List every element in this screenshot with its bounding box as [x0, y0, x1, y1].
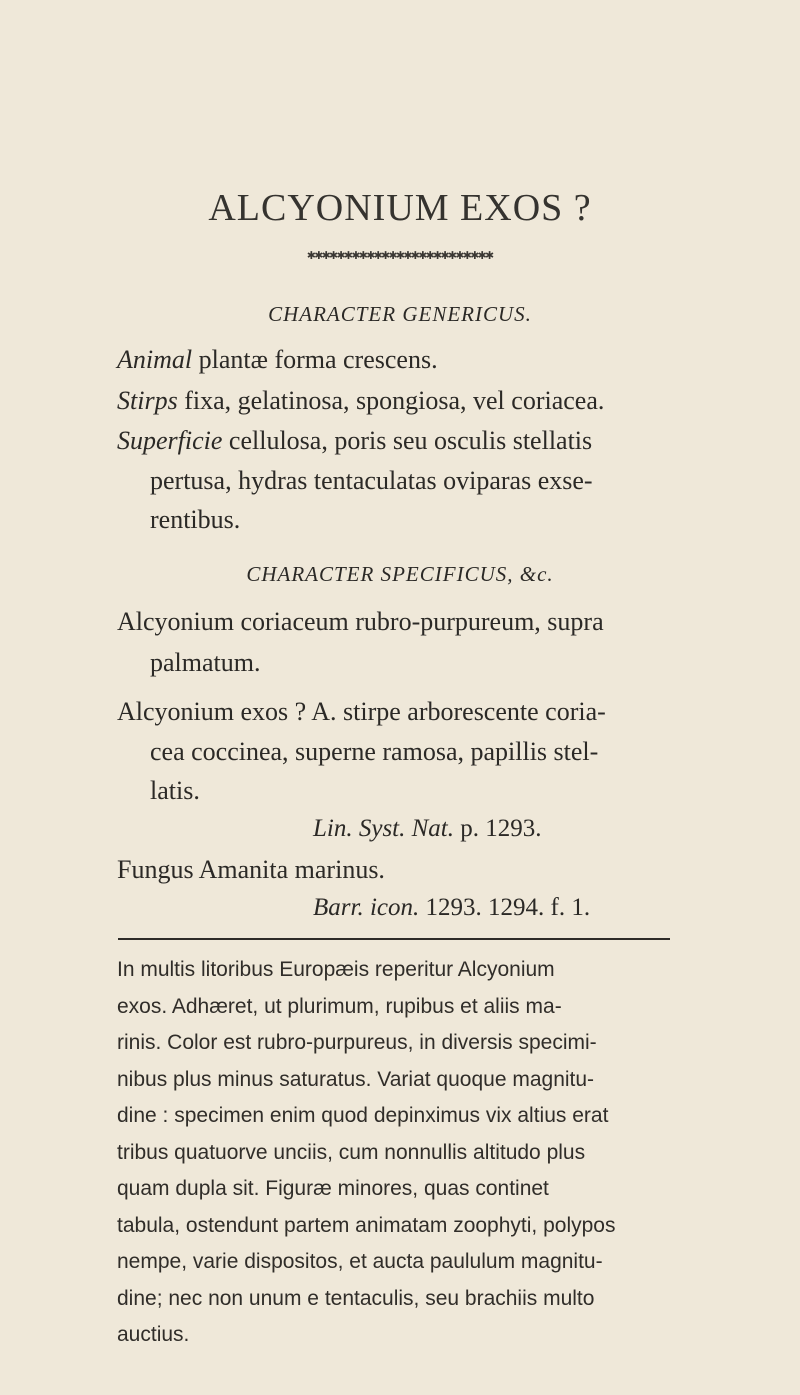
reference-linnaeus [313, 815, 542, 843]
genericus-heading: CHARACTER GENERICUS. [268, 302, 532, 326]
page-title: ALCYONIUM EXOS ? [208, 187, 592, 229]
genericus-line-2-text: fixa, gelatinosa, spongiosa, vel coriacea. [177, 386, 605, 415]
specificus-p2-line-1: Alcyonium exos ? A. stirpe arborescente coria- [117, 697, 606, 726]
body-line: auctius. [117, 1323, 190, 1346]
genericus-line-3 [117, 426, 592, 456]
body-line: tribus quatuorve unciis, cum nonnullis altitudo plus [117, 1141, 586, 1164]
specificus-p1-line-2: palmatum. [150, 648, 261, 677]
body-line: dine; nec non unum e tentaculis, seu brachiis multo [117, 1287, 595, 1310]
body-line: nempe, varie dispositos, et aucta paululum magnitu- [117, 1250, 603, 1273]
body-line: exos. Adhæret, ut plurimum, rupibus et aliis ma- [117, 995, 562, 1018]
body-line: rinis. Color est rubro-purpureus, in diversis specimi- [117, 1031, 597, 1054]
reference-barrelier [313, 894, 590, 922]
term-stirps: Stirps [117, 386, 178, 415]
genericus-line-1 [117, 345, 438, 375]
genericus-line-1-text: plantæ forma crescens. [192, 345, 438, 374]
specificus-p3-line-1: Fungus Amanita marinus. [117, 855, 385, 884]
specificus-heading: CHARACTER SPECIFICUS, &c. [246, 562, 554, 586]
specificus-p2-line-2: cea coccinea, superne ramosa, papillis stel- [150, 737, 599, 766]
body-line: nibus plus minus saturatus. Variat quoque magnitu- [117, 1068, 595, 1091]
genericus-line-5: rentibus. [150, 505, 241, 534]
reference-barrelier-page: 1293. 1294. f. 1. [419, 894, 591, 921]
term-superficie: Superficie [117, 426, 223, 455]
reference-barrelier-work: Barr. icon. [313, 894, 420, 921]
genericus-line-2 [117, 386, 604, 416]
specificus-p1-line-1: Alcyonium coriaceum rubro-purpureum, supra [117, 607, 604, 636]
reference-linnaeus-page: p. 1293. [454, 815, 542, 842]
genericus-line-3-text: cellulosa, poris seu osculis stellatis [222, 426, 593, 455]
section-divider [118, 938, 670, 940]
genericus-line-4: pertusa, hydras tentaculatas oviparas exse- [150, 466, 593, 495]
term-animal: Animal [117, 345, 193, 374]
specificus-p2-line-3: latis. [150, 776, 200, 805]
body-line: In multis litoribus Europæis reperitur Alcyonium [117, 958, 555, 981]
ornament-row: ✱✱✱✱✱✱✱✱✱✱✱✱✱✱✱✱✱✱✱✱✱✱✱✱✱ [307, 247, 493, 263]
body-line: quam dupla sit. Figuræ minores, quas continet [117, 1177, 549, 1200]
reference-linnaeus-work: Lin. Syst. Nat. [313, 815, 454, 842]
body-line: tabula, ostendunt partem animatam zoophyti, polypos [117, 1214, 616, 1237]
body-line: dine : specimen enim quod depinximus vix altius erat [117, 1104, 609, 1127]
